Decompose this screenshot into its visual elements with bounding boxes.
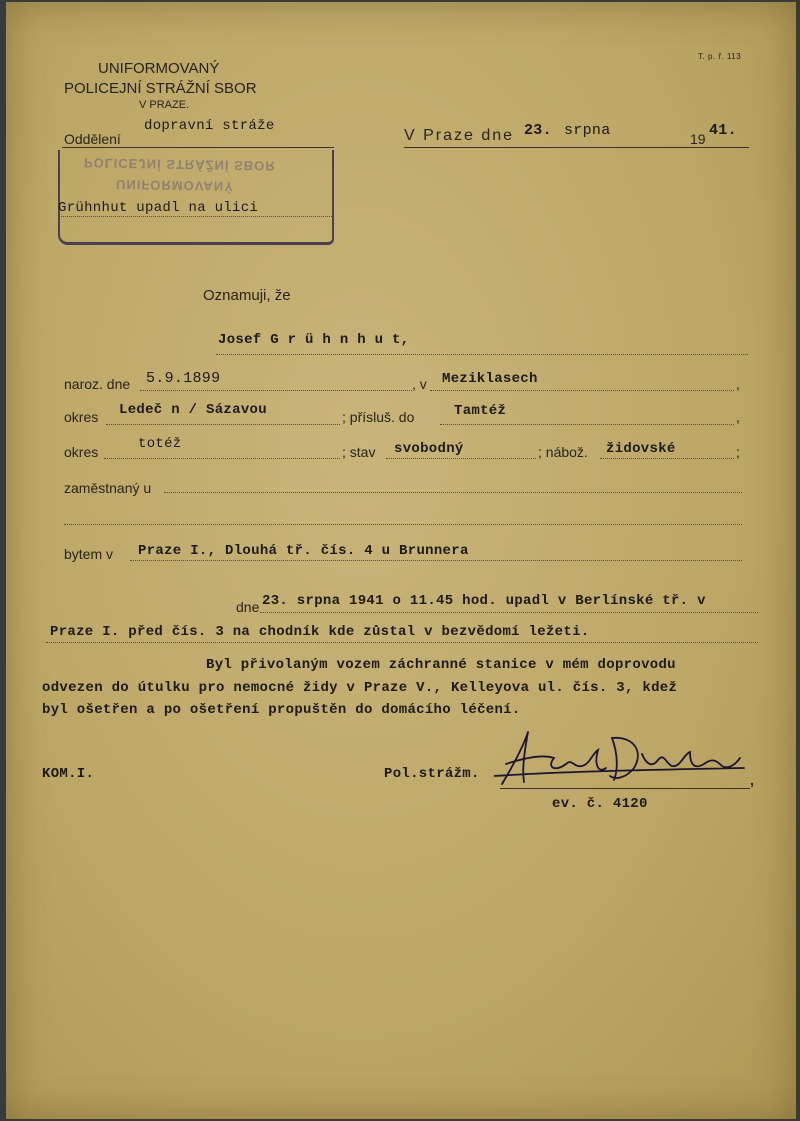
status-rule — [386, 458, 536, 459]
domicile-rule — [440, 424, 734, 425]
dateline-rule — [404, 147, 749, 148]
residence-rule — [130, 560, 742, 561]
person-name-rule — [216, 354, 748, 355]
status-value: svobodný — [394, 441, 464, 457]
department-rule — [62, 147, 334, 148]
residence-value: Praze I., Dlouhá tř. čís. 4 u Brunnera — [138, 543, 469, 559]
residence-label: bytem v — [64, 546, 114, 562]
employed-label: zaměstnaný u — [64, 480, 152, 496]
officer-badge: ev. č. 4120 — [552, 796, 648, 812]
dateline-month: srpna — [564, 122, 611, 139]
place-label: , v — [412, 376, 427, 392]
religion-semicolon: ; — [736, 444, 740, 460]
place-value: Meziklasech — [442, 371, 538, 387]
dateline-day: 23. — [524, 122, 552, 139]
dateline-year: 41. — [709, 122, 737, 139]
stamp-subject-rule — [58, 216, 334, 217]
district2-label: okres — [64, 444, 99, 460]
dateline-prefix: V Praze dne — [404, 127, 515, 144]
office-code: KOM.I. — [42, 766, 95, 782]
person-name: Josef G r ü h n h u t, — [218, 332, 410, 348]
religion-value: židovské — [606, 441, 676, 457]
org-name-line2: POLICEJNÍ STRÁŽNÍ SBOR — [64, 80, 257, 97]
dateline-century: 19 — [690, 131, 706, 147]
body-line1-rule — [260, 612, 758, 613]
form-code: T. p. ř. 113 — [698, 52, 742, 61]
body-line5: byl ošetřen a po ošetření propuštěn do domácího léčení. — [42, 702, 521, 718]
district1-value: Ledeč n / Sázavou — [119, 402, 267, 418]
place-comma: , — [736, 376, 740, 392]
stamp-ghost-line1: POLICEJNÍ STRÁŽNÍ SBOR — [83, 155, 276, 174]
body-line2-rule — [46, 642, 758, 643]
district2-value: totéž — [138, 436, 182, 452]
district1-rule — [106, 424, 340, 425]
report-document — [6, 2, 796, 1119]
stamp-ghost-line2: UNIFORMOVANÝ — [115, 176, 235, 195]
org-name-line1: UNIFORMOVANÝ — [98, 60, 220, 77]
body-date-label: dne — [236, 599, 260, 615]
stamp-subject: Grühnhut upadl na ulici — [58, 200, 259, 216]
body-line3: Byl přivolaným vozem záchranné stanice v mém doprovodu — [206, 657, 676, 673]
org-name-line3: V PRAZE. — [139, 99, 190, 111]
signature — [494, 724, 756, 792]
domicile-comma: , — [736, 409, 740, 425]
born-value: 5.9.1899 — [146, 370, 221, 387]
body-line2: Praze I. před čís. 3 na chodník kde zůstal v bezvědomí ležeti. — [50, 624, 590, 640]
born-rule — [140, 390, 412, 391]
place-rule — [430, 390, 734, 391]
born-label: naroz. dne — [64, 376, 131, 392]
body-line1: 23. srpna 1941 o 11.45 hod. upadl v Berlínské tř. v — [262, 593, 706, 609]
department-label: Oddělení — [64, 131, 121, 147]
district2-rule — [104, 458, 340, 459]
district1-label: okres — [64, 409, 99, 425]
signature-end-comma: , — [750, 772, 754, 788]
domicile-value: Tamtéž — [454, 403, 507, 419]
body-line4: odvezen do útulku pro nemocné židy v Praze V., Kelleyova ul. čís. 3, kdež — [42, 680, 678, 696]
signature-rule — [500, 788, 750, 789]
religion-label: ; nábož. — [538, 444, 588, 460]
status-label: ; stav — [342, 444, 376, 460]
officer-label: Pol.strážm. — [384, 766, 480, 782]
blank-rule — [64, 524, 742, 525]
intro-text: Oznamuji, že — [203, 287, 291, 304]
religion-rule — [600, 458, 734, 459]
employed-rule — [164, 492, 742, 493]
domicile-label: ; přísluš. do — [342, 409, 415, 425]
department-value: dopravní stráže — [144, 118, 275, 134]
